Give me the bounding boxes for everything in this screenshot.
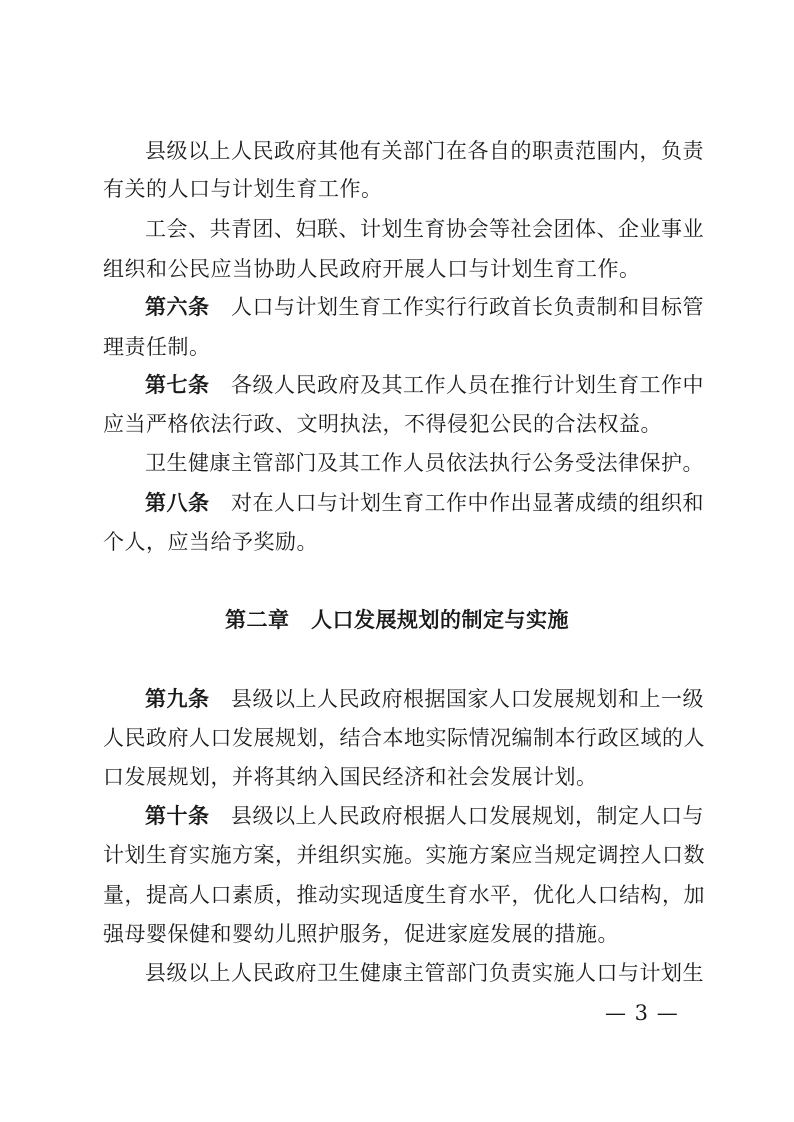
article-9-text: 县级以上人民政府根据国家人口发展规划和上一级 (231, 687, 704, 711)
article-7-line-1 (145, 372, 704, 398)
paragraph-2-line-2: 组织和公民应当协助人民政府开展人口与计划生育工作。 (103, 257, 641, 281)
article-8-text: 对在人口与计划生育工作中作出显著成绩的组织和 (231, 491, 704, 515)
article-9-label: 第九条 (145, 687, 210, 711)
paragraph-4-line-1: 县级以上人民政府卫生健康主管部门负责实施人口与计划生 (145, 961, 704, 985)
article-9-line-1 (145, 686, 704, 712)
article-10-line-2: 计划生育实施方案，并组织实施。实施方案应当规定调控人口数 (103, 843, 705, 867)
chapter-heading: 第二章 人口发展规划的制定与实施 (225, 608, 569, 632)
article-10-line-3: 量，提高人口素质，推动实现适度生育水平，优化人口结构，加 (103, 883, 705, 907)
article-10-line-1 (145, 803, 704, 829)
paragraph-2-line-1: 工会、共青团、妇联、计划生育协会等社会团体、企业事业 (145, 217, 704, 241)
article-10-text: 县级以上人民政府根据人口发展规划，制定人口与 (231, 804, 704, 828)
article-6-text: 人口与计划生育工作实行行政首长负责制和目标管 (231, 295, 704, 319)
article-6-line-2: 理责任制。 (103, 335, 211, 359)
article-7-text: 各级人民政府及其工作人员在推行计划生育工作中 (231, 373, 704, 397)
article-7-line-2: 应当严格依法行政、文明执法，不得侵犯公民的合法权益。 (103, 412, 662, 436)
article-8-line-2: 个人，应当给予奖励。 (103, 530, 318, 554)
article-7-label: 第七条 (145, 373, 210, 397)
article-8-line-1 (145, 490, 704, 516)
paragraph-1-line-1: 县级以上人民政府其他有关部门在各自的职责范围内，负责 (145, 139, 704, 163)
article-6-label: 第六条 (145, 295, 210, 319)
paragraph-3-line-1: 卫生健康主管部门及其工作人员依法执行公务受法律保护。 (145, 451, 704, 475)
article-9-line-2: 人民政府人口发展规划，结合本地实际情况编制本行政区域的人 (103, 726, 705, 750)
article-8-label: 第八条 (145, 491, 210, 515)
article-10-label: 第十条 (145, 804, 210, 828)
article-10-line-4: 强母婴保健和婴幼儿照护服务，促进家庭发展的措施。 (103, 922, 619, 946)
article-6-line-1 (145, 294, 704, 320)
page-number: — 3 — (605, 1001, 679, 1025)
article-9-line-3: 口发展规划，并将其纳入国民经济和社会发展计划。 (103, 765, 598, 789)
paragraph-1-line-2: 有关的人口与计划生育工作。 (103, 177, 383, 201)
